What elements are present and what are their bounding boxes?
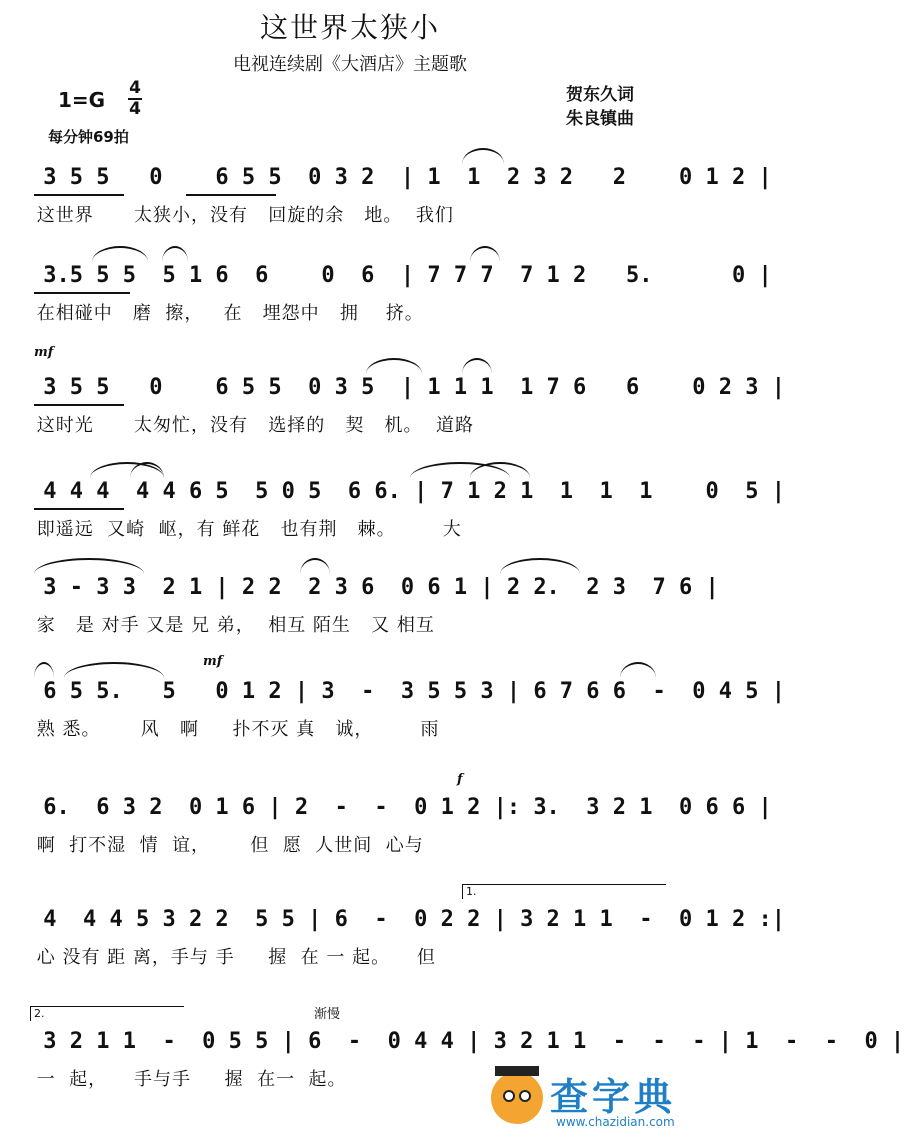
- slur: [462, 148, 504, 164]
- system-notes: 3 5 5 0 6 5 5 0 3 2 | 1 1 2 3 2 2 0 1 2 |: [30, 165, 772, 190]
- slur: [34, 662, 54, 678]
- system-lyrics: 即遥远 又崎 岖，有 鲜花 也有荆 棘。 大: [30, 519, 462, 540]
- ritardando-marking: 渐慢: [314, 1007, 341, 1022]
- slur: [470, 246, 500, 262]
- slur: [462, 358, 492, 374]
- system-lyrics: 熟 悉。 风 啊 扑不灭 真 诚， 雨: [30, 719, 440, 740]
- system-lyrics: 啊 打不湿 情 谊， 但 愿 人世间 心与: [30, 835, 424, 856]
- time-signature-bottom: 4: [129, 99, 141, 119]
- slur: [300, 558, 330, 574]
- system-notes: 3 - 3 3 2 1 | 2 2 2 3 6 0 6 1 | 2 2. 2 3 7 6 |: [30, 575, 719, 600]
- volta-1: 1.: [462, 884, 666, 899]
- beam: [34, 292, 130, 294]
- slur: [92, 246, 148, 262]
- time-signature-top: 4: [129, 78, 141, 98]
- volta-2: 2.: [30, 1006, 184, 1021]
- tempo-marking: 每分钟69拍: [48, 128, 129, 146]
- time-signature: [128, 80, 142, 118]
- slur: [64, 662, 164, 678]
- slur: [34, 558, 144, 574]
- song-title: 这世界太狭小: [259, 11, 440, 44]
- dynamic-f: f: [457, 772, 463, 787]
- system-notes: 6. 6 3 2 0 1 6 | 2 - - 0 1 2 |: 3. 3 2 1 0 6 6 |: [30, 795, 772, 820]
- slur: [500, 558, 580, 574]
- system-notes: 4 4 4 4 4 6 5 5 0 5 6 6. | 7 1 2 1 1 1 1 0 5 |: [30, 479, 785, 504]
- system-notes: 4 4 4 5 3 2 2 5 5 | 6 - 0 2 2 | 3 2 1 1 - 0 1 2 :|: [30, 907, 785, 932]
- beam: [34, 194, 124, 196]
- system-notes: 3 5 5 0 6 5 5 0 3 5 | 1 1 1 1 7 6 6 0 2 3 |: [30, 375, 785, 400]
- system-lyrics: 这世界 太狭小，没有 回旋的余 地。 我们: [30, 205, 454, 226]
- graduation-cap-icon: [495, 1066, 539, 1076]
- beam: [34, 508, 124, 510]
- beam: [186, 194, 276, 196]
- slur: [162, 246, 188, 262]
- system-lyrics: 一 起， 手与手 握 在一 起。: [30, 1069, 347, 1090]
- system-lyrics: 心 没有 距 离，手与 手 握 在 一 起。 但: [30, 947, 436, 968]
- system-notes: 3.5 5 5 5 1 6 6 0 6 | 7 7 7 7 1 2 5. 0 |: [30, 263, 772, 288]
- song-subtitle: 电视连续剧《大酒店》主题歌: [233, 54, 467, 75]
- mascot-face-icon: [491, 1072, 543, 1124]
- key-signature: 1=G: [58, 88, 106, 112]
- watermark-url: www.chazidian.com: [556, 1115, 675, 1129]
- slur: [620, 662, 656, 678]
- system-lyrics: 家 是 对手 又是 兄 弟， 相互 陌生 又 相互: [30, 615, 435, 636]
- beam: [34, 404, 124, 406]
- dynamic-mf-1: mf: [34, 345, 54, 360]
- system-lyrics: 这时光 太匆忙，没有 选择的 契 机。 道路: [30, 415, 474, 436]
- lyricist-credit: 贺东久词: [566, 85, 634, 105]
- slur: [366, 358, 422, 374]
- composer-credit: 朱良镇曲: [566, 109, 634, 129]
- dynamic-mf-2: mf: [203, 654, 223, 669]
- system-lyrics: 在相碰中 磨 擦， 在 埋怨中 拥 挤。: [30, 303, 424, 324]
- system-notes: 3 2 1 1 - 0 5 5 | 6 - 0 4 4 | 3 2 1 1 - - - | 1 - - 0 |: [30, 1029, 904, 1054]
- watermark-text: 查字典: [550, 1075, 677, 1119]
- system-notes: 6 5 5. 5 0 1 2 | 3 - 3 5 5 3 | 6 7 6 6 - 0 4 5 |: [30, 679, 785, 704]
